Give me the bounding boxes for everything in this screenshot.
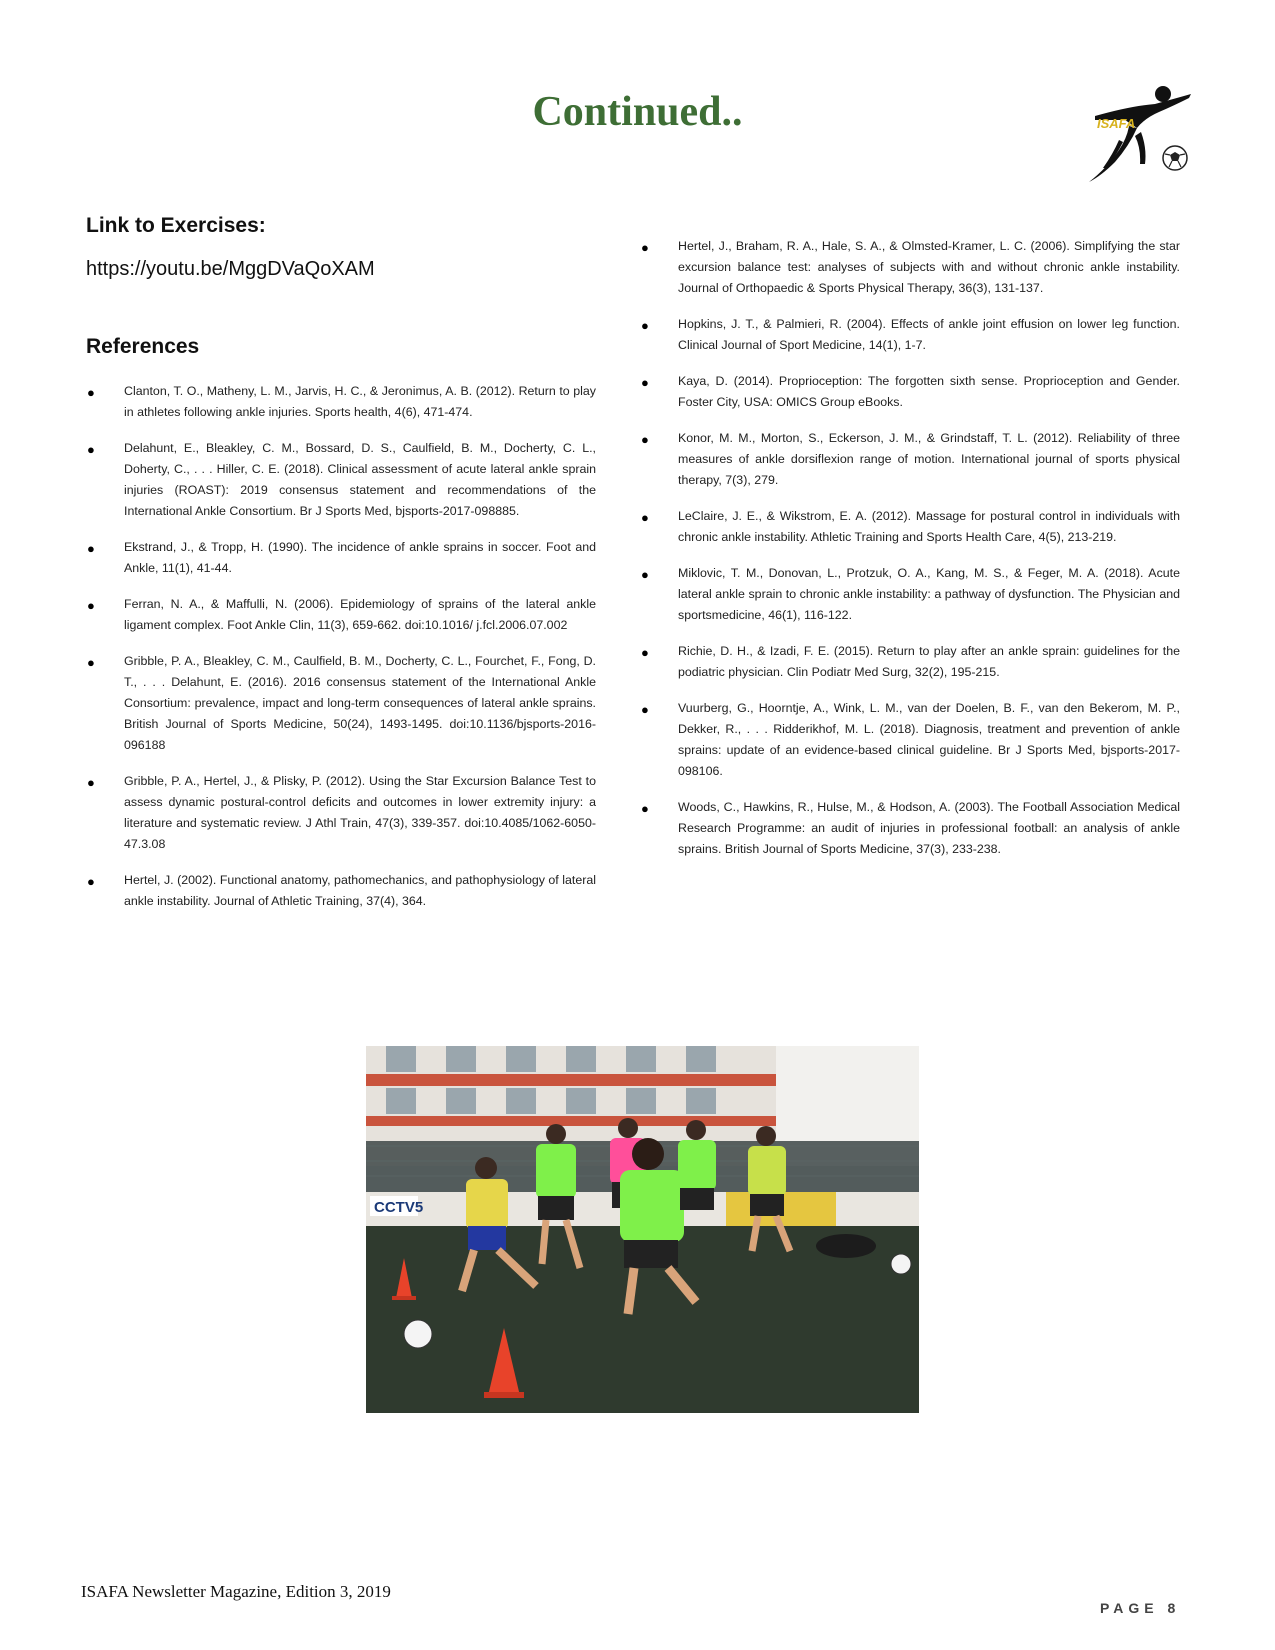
reference-text: Konor, M. M., Morton, S., Eckerson, J. M., & Grindstaff, T. L. (2012). Reliability of three measures of ankle dorsiflexion range of motion. International journal of sports physical therapy, 7(3), 279. — [678, 431, 1180, 487]
reference-item — [86, 438, 596, 522]
reference-item — [640, 698, 1180, 782]
bullet: ● — [87, 655, 95, 670]
exercises-link[interactable]: https://youtu.be/MggDVaQoXAM — [86, 258, 375, 280]
bullet: ● — [87, 874, 95, 889]
reference-text: Delahunt, E., Bleakley, C. M., Bossard, D. S., Caulfield, B. M., Docherty, C. L., Doherty, C., . . . Hiller, C. E. (2018). Clinical assessment of acute lateral ankle sprain injuries (ROAST): 2019 consensus statement and recommendations of the International Ankle Consortium. Br J Sports Med, bjsports-2017-098885. — [124, 441, 596, 518]
reference-text: Gribble, P. A., Bleakley, C. M., Caulfield, B. M., Docherty, C. L., Fourchet, F., Fong, D. T., . . . Delahunt, E. (2016). 2016 consensus statement of the International Ankle Consortium: prevalence, impact and long-term consequences of lateral ankle sprains. British Journal of Sports Medicine, 50(24), 1493-1495. doi:10.1136/bjsports-2016-096188 — [124, 654, 596, 752]
bullet: ● — [641, 645, 649, 660]
reference-text: Vuurberg, G., Hoorntje, A., Wink, L. M., van der Doelen, B. F., van den Bekerom, M. P., Dekker, R., . . . Ridderikhof, M. L. (2018). Diagnosis, treatment and prevention of ankle sprains: update of an evidence-based clinical guideline. Br J Sports Med, bjsports-2017-098106. — [678, 701, 1180, 778]
reference-item — [86, 651, 596, 756]
bullet: ● — [87, 541, 95, 556]
references-heading: References — [86, 335, 200, 358]
reference-text: Miklovic, T. M., Donovan, L., Protzuk, O. A., Kang, M. S., & Feger, M. A. (2018). Acute lateral ankle sprain to chronic ankle instability: a pathway of dysfunction. The Physician and sportsmedicine, 46(1), 116-122. — [678, 566, 1180, 622]
reference-text: Woods, C., Hawkins, R., Hulse, M., & Hodson, A. (2003). The Football Association Medical Research Programme: an audit of injuries in professional football: an analysis of ankle sprains. British Journal of Sports Medicine, 37(3), 233-238. — [678, 800, 1180, 856]
bullet: ● — [641, 318, 649, 333]
bullet: ● — [87, 442, 95, 457]
bullet: ● — [87, 385, 95, 400]
reference-text: Kaya, D. (2014). Proprioception: The forgotten sixth sense. Proprioception and Gender. Foster City, USA: OMICS Group eBooks. — [678, 374, 1180, 409]
bullet: ● — [87, 775, 95, 790]
exercises-heading: Link to Exercises: — [86, 214, 266, 237]
reference-text: Ekstrand, J., & Tropp, H. (1990). The incidence of ankle sprains in soccer. Foot and Ankle, 11(1), 41-44. — [124, 540, 596, 575]
bullet: ● — [641, 510, 649, 525]
reference-item — [640, 641, 1180, 683]
reference-item — [640, 563, 1180, 626]
bullet: ● — [641, 375, 649, 390]
right-column — [640, 236, 1180, 875]
bullet: ● — [641, 567, 649, 582]
footer-publication: ISAFA Newsletter Magazine, Edition 3, 2019 — [81, 1582, 391, 1601]
reference-item — [640, 314, 1180, 356]
reference-item — [86, 381, 596, 423]
reference-item — [86, 594, 596, 636]
page-number: PAGE 8 — [1100, 1600, 1181, 1616]
svg-text:CCTV5: CCTV5 — [374, 1199, 424, 1216]
reference-item — [640, 428, 1180, 491]
reference-item — [86, 870, 596, 912]
page-title: Continued.. — [532, 89, 743, 135]
soccer-training-photo — [366, 1046, 919, 1413]
reference-text: Hertel, J. (2002). Functional anatomy, pathomechanics, and pathophysiology of lateral ankle instability. Journal of Athletic Training, 37(4), 364. — [124, 873, 596, 908]
reference-item — [640, 371, 1180, 413]
reference-text: Richie, D. H., & Izadi, F. E. (2015). Return to play after an ankle sprain: guidelines for the podiatric physician. Clin Podiatr Med Surg, 32(2), 195-215. — [678, 644, 1180, 679]
reference-text: Hopkins, J. T., & Palmieri, R. (2004). Effects of ankle joint effusion on lower leg function. Clinical Journal of Sport Medicine, 14(1), 1-7. — [678, 317, 1180, 352]
reference-text: LeClaire, J. E., & Wikstrom, E. A. (2012). Massage for postural control in individuals with chronic ankle instability. Athletic Training and Sports Health Care, 4(5), 213-219. — [678, 509, 1180, 544]
reference-text: Ferran, N. A., & Maffulli, N. (2006). Epidemiology of sprains of the lateral ankle ligament complex. Foot Ankle Clin, 11(3), 659-662. doi:10.1016/ j.fcl.2006.07.002 — [124, 597, 596, 632]
bullet: ● — [641, 702, 649, 717]
reference-text: Hertel, J., Braham, R. A., Hale, S. A., & Olmsted-Kramer, L. C. (2006). Simplifying the star excursion balance test: analyses of subjects with and without chronic ankle instability. Journal of Orthopaedic & Sports Physical Therapy, 36(3), 131-137. — [678, 239, 1180, 295]
isafa-logo — [1085, 84, 1197, 186]
references-list-left — [86, 381, 596, 912]
bullet: ● — [641, 801, 649, 816]
bullet: ● — [641, 432, 649, 447]
bullet: ● — [641, 240, 649, 255]
reference-item — [86, 771, 596, 855]
reference-item — [640, 797, 1180, 860]
svg-text:ISAFA: ISAFA — [1097, 116, 1136, 131]
references-list-right — [640, 236, 1180, 860]
reference-item — [640, 236, 1180, 299]
left-column — [86, 214, 596, 927]
bullet: ● — [87, 598, 95, 613]
reference-item — [640, 506, 1180, 548]
reference-text: Gribble, P. A., Hertel, J., & Plisky, P. (2012). Using the Star Excursion Balance Test to assess dynamic postural-control deficits and outcomes in lower extremity injury: a literature and systematic review. J Athl Train, 47(3), 339-357. doi:10.4085/1062-6050-47.3.08 — [124, 774, 596, 851]
reference-item — [86, 537, 596, 579]
reference-text: Clanton, T. O., Matheny, L. M., Jarvis, H. C., & Jeronimus, A. B. (2012). Return to play in athletes following ankle injuries. Sports health, 4(6), 471-474. — [124, 384, 596, 419]
